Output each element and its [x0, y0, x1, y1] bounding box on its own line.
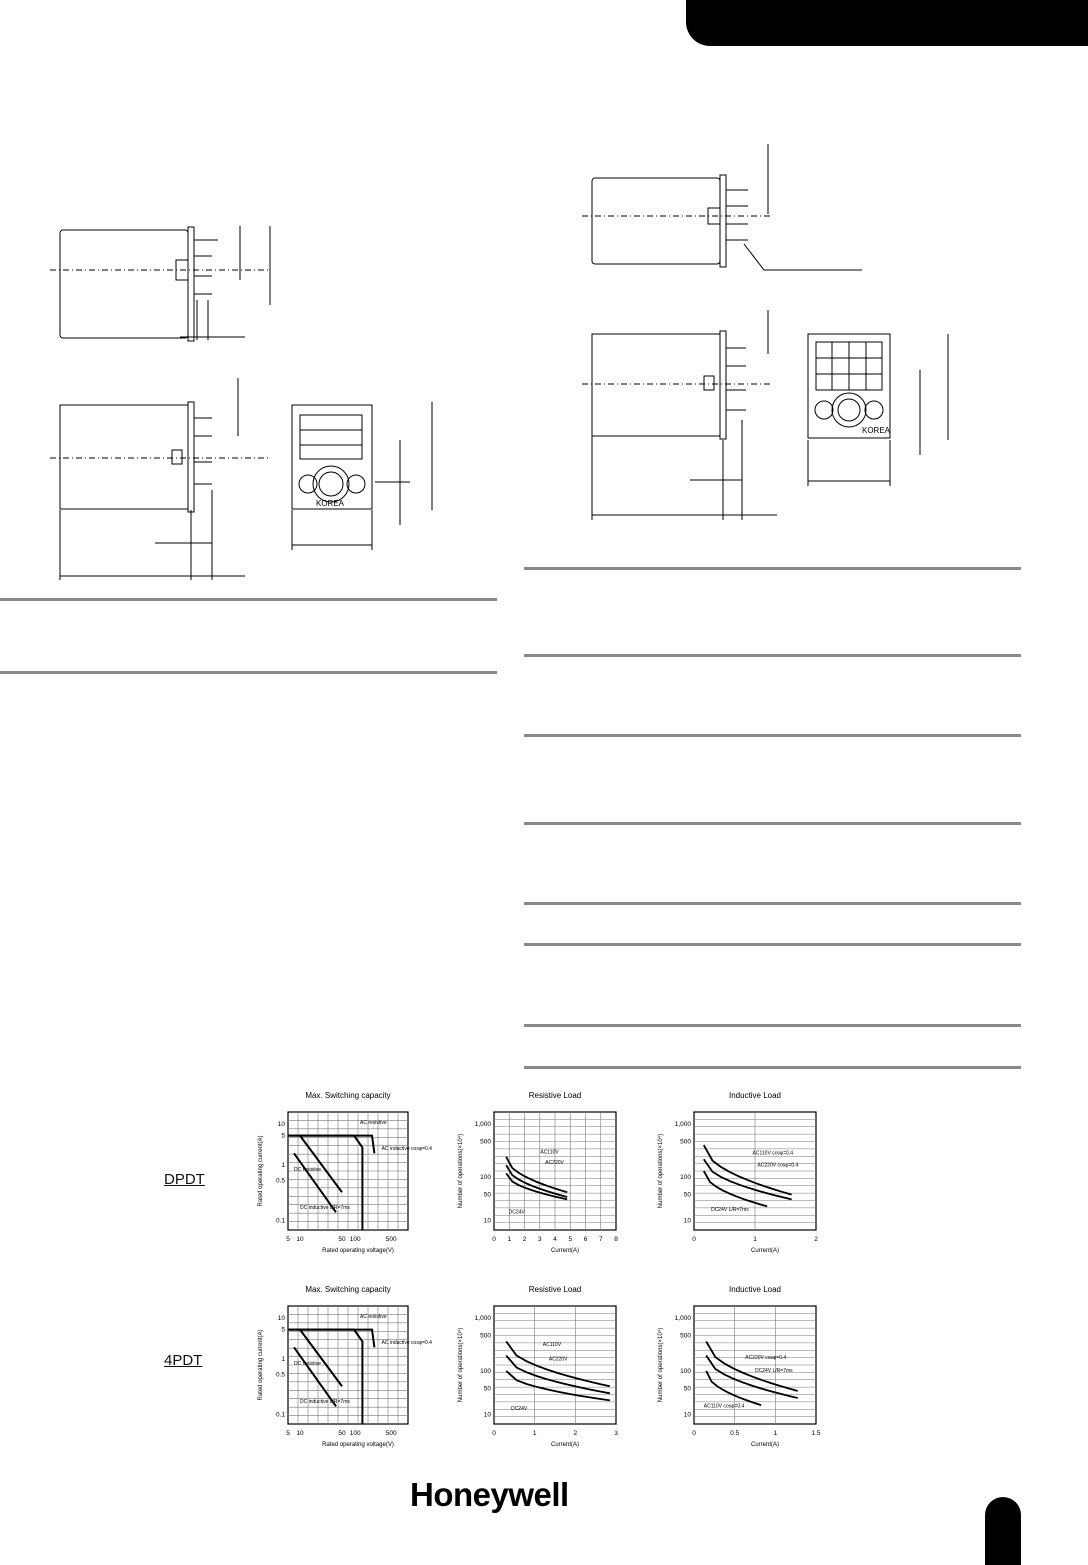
- row-label-dpdt: DPDT: [164, 1171, 205, 1188]
- curve-label: AC resistive: [360, 1313, 387, 1320]
- y-tick-label: 0.5: [275, 1177, 285, 1185]
- section-rule: [524, 1024, 1021, 1027]
- y-tick-label: 0.1: [275, 1217, 285, 1225]
- x-tick-label: 0: [492, 1430, 496, 1437]
- curve-label: DC resistive: [294, 1361, 321, 1367]
- curve-label: DC inductive L/R=7ms: [300, 1398, 350, 1405]
- page-number-tab: [985, 1497, 1021, 1565]
- curve-label: AC220V: [548, 1356, 568, 1363]
- y-tick-label: 5: [281, 1326, 285, 1334]
- curve-label: DC inductive L/R=7ms: [300, 1204, 350, 1211]
- y-tick-label: 100: [480, 1367, 491, 1375]
- y-tick-label: 50: [483, 1385, 491, 1393]
- y-tick-label: 100: [680, 1367, 691, 1375]
- curve-label: AC220V: [545, 1159, 564, 1166]
- x-tick-label: 1: [773, 1430, 778, 1437]
- curve-label: AC inductive cosφ=0.4: [381, 1145, 432, 1152]
- x-tick-label: 3: [537, 1236, 542, 1243]
- x-tick-label: 10: [296, 1430, 304, 1437]
- x-tick-label: 50: [338, 1236, 346, 1243]
- curve-label: AC inductive cosφ=0.4: [381, 1339, 432, 1346]
- curve-label: DC24V L/R=7ms: [711, 1207, 749, 1214]
- x-tick-label: 10: [296, 1236, 304, 1243]
- y-tick-label: 0.1: [275, 1411, 285, 1419]
- x-tick-label: 5: [286, 1430, 290, 1437]
- section-rule: [0, 598, 497, 601]
- x-tick-label: 3: [614, 1430, 618, 1437]
- section-rule: [524, 822, 1021, 825]
- y-tick-label: 500: [680, 1138, 691, 1146]
- x-tick-label: 1.5: [811, 1430, 821, 1437]
- chart-title: Resistive Load: [528, 1091, 582, 1100]
- x-tick-label: 2: [814, 1236, 818, 1243]
- y-tick-label: 100: [680, 1173, 691, 1181]
- y-tick-label: 50: [683, 1385, 691, 1393]
- chart-4pdt-inductive: [652, 1280, 832, 1460]
- x-tick-label: 500: [385, 1430, 397, 1437]
- x-tick-label: 5: [568, 1236, 573, 1243]
- x-tick-label: 1: [532, 1430, 537, 1437]
- x-tick-label: 0: [692, 1430, 696, 1437]
- x-tick-label: 0: [692, 1236, 696, 1243]
- x-tick-label: 100: [349, 1430, 361, 1437]
- y-tick-label: 50: [483, 1191, 491, 1199]
- relay-label-4pdt: KOREA: [862, 426, 891, 435]
- section-rule: [524, 567, 1021, 570]
- section-rule: [524, 943, 1021, 946]
- y-tick-label: 10: [277, 1314, 285, 1322]
- y-tick-label: 5: [281, 1132, 285, 1140]
- curve-label: AC220V cosφ=0.4: [757, 1162, 799, 1169]
- y-tick-label: 500: [480, 1332, 491, 1340]
- chart-title: Inductive Load: [728, 1091, 782, 1100]
- y-tick-label: 10: [683, 1217, 691, 1225]
- x-tick-label: 2: [573, 1430, 578, 1437]
- curve-label: AC110V: [540, 1149, 559, 1156]
- y-tick-label: 1,000: [474, 1120, 491, 1128]
- chart-dpdt-switching: [252, 1086, 432, 1261]
- curve-label: AC110V cosφ=0.4: [752, 1150, 794, 1157]
- y-tick-label: 10: [483, 1217, 491, 1225]
- row-label-4pdt: 4PDT: [164, 1352, 203, 1369]
- y-tick-label: 100: [480, 1173, 491, 1181]
- y-axis-label: Rated operating current(A): [258, 1329, 264, 1401]
- dimension-drawing-dpdt: [40, 200, 500, 590]
- x-tick-label: 1: [507, 1236, 512, 1243]
- curve-label: DC24V L/R=7ms: [755, 1368, 793, 1375]
- x-axis-label: Current(A): [750, 1442, 780, 1448]
- chart-4pdt-switching: [252, 1280, 432, 1460]
- x-axis-label: Rated operating voltage(V): [322, 1442, 394, 1448]
- y-tick-label: 0.5: [275, 1371, 285, 1379]
- x-tick-label: 0.5: [730, 1430, 740, 1437]
- x-tick-label: 2: [522, 1236, 527, 1243]
- x-axis-label: Rated operating voltage(V): [322, 1248, 394, 1254]
- curve-label: DC24V: [511, 1405, 528, 1412]
- header-tab: [686, 0, 1088, 46]
- x-tick-label: 4: [553, 1236, 557, 1243]
- relay-label: KOREA: [316, 499, 345, 508]
- curve-label: AC110V cosφ=0.4: [703, 1403, 745, 1410]
- y-tick-label: 10: [483, 1411, 491, 1419]
- y-axis-label: Number of operations(×10⁴): [658, 1133, 664, 1209]
- x-tick-label: 1: [753, 1236, 757, 1243]
- y-axis-label: Number of operations(×10⁴): [458, 1133, 464, 1209]
- y-tick-label: 1: [281, 1356, 285, 1364]
- x-tick-label: 5: [286, 1236, 290, 1243]
- section-rule: [0, 671, 497, 674]
- y-tick-label: 1,000: [474, 1314, 491, 1322]
- x-tick-label: 7: [598, 1236, 603, 1243]
- curve-label: AC resistive: [360, 1119, 387, 1126]
- x-tick-label: 50: [338, 1430, 346, 1437]
- chart-dpdt-resistive: [452, 1086, 637, 1261]
- honeywell-logo: Honeywell: [410, 1476, 569, 1513]
- x-axis-label: Current(A): [750, 1248, 780, 1254]
- curve-label: AC220V cosφ=0.4: [745, 1355, 787, 1362]
- chart-title: Max. Switching capacity: [305, 1285, 391, 1294]
- chart-dpdt-inductive: [652, 1086, 832, 1261]
- y-axis-label: Number of operations(×10⁴): [458, 1327, 464, 1403]
- x-tick-label: 500: [385, 1236, 397, 1243]
- x-axis-label: Current(A): [550, 1248, 580, 1254]
- section-rule: [524, 734, 1021, 737]
- x-axis-label: Current(A): [550, 1442, 580, 1448]
- y-tick-label: 1,000: [674, 1314, 691, 1322]
- curve-label: DC resistive: [294, 1167, 321, 1173]
- y-tick-label: 1: [281, 1162, 285, 1170]
- y-tick-label: 1,000: [674, 1120, 691, 1128]
- y-tick-label: 500: [480, 1138, 491, 1146]
- chart-4pdt-resistive: [452, 1280, 637, 1460]
- section-rule: [524, 1066, 1021, 1069]
- y-tick-label: 500: [680, 1332, 691, 1340]
- section-rule: [524, 654, 1021, 657]
- x-tick-label: 8: [614, 1236, 618, 1243]
- x-tick-label: 6: [583, 1236, 588, 1243]
- y-tick-label: 50: [683, 1191, 691, 1199]
- x-tick-label: 100: [349, 1236, 361, 1243]
- chart-title: Inductive Load: [728, 1285, 782, 1294]
- y-tick-label: 10: [277, 1120, 285, 1128]
- curve-label: DC24V: [508, 1209, 525, 1216]
- chart-title: Resistive Load: [528, 1285, 582, 1294]
- chart-title: Max. Switching capacity: [305, 1091, 391, 1100]
- curve-label: AC110V: [542, 1342, 562, 1349]
- section-rule: [524, 902, 1021, 905]
- y-tick-label: 10: [683, 1411, 691, 1419]
- x-tick-label: 0: [492, 1236, 496, 1243]
- y-axis-label: Rated operating current(A): [258, 1135, 264, 1207]
- y-axis-label: Number of operations(×10⁴): [658, 1327, 664, 1403]
- dimension-drawing-4pdt: [572, 140, 972, 525]
